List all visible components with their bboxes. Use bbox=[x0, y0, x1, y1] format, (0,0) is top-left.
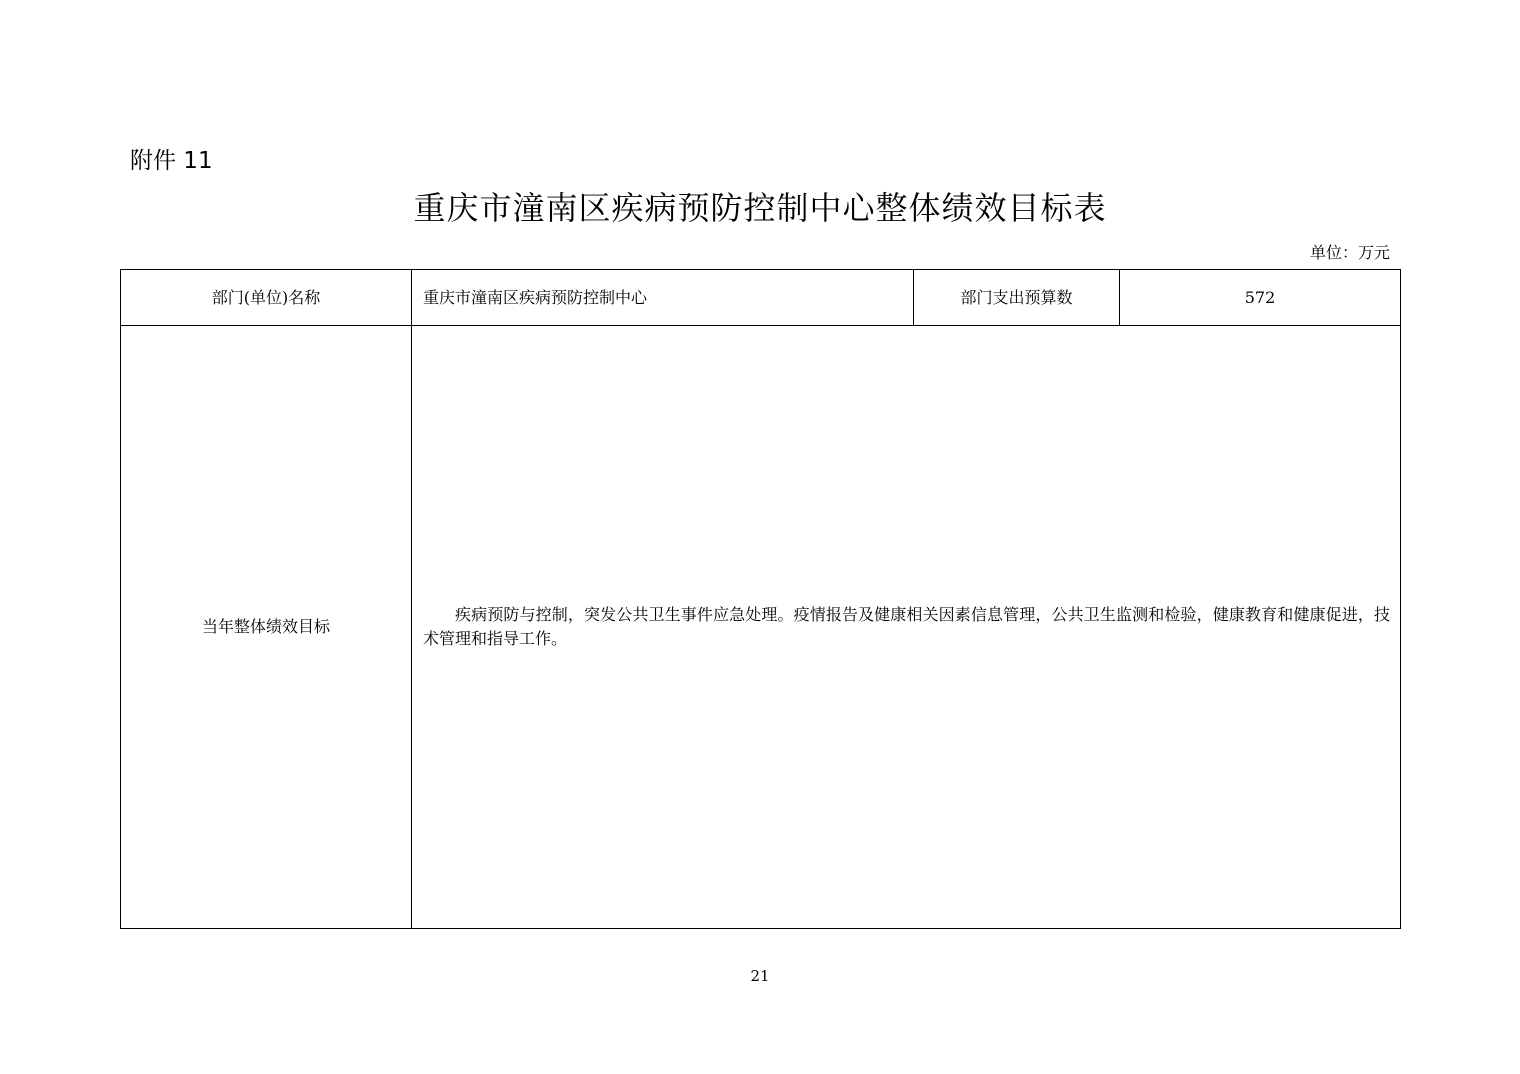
table-row-goal bbox=[121, 326, 1401, 929]
attachment-label: 附件 11 bbox=[130, 148, 213, 174]
dept-name-value: 重庆市潼南区疾病预防控制中心 bbox=[412, 270, 914, 326]
unit-note: 单位：万元 bbox=[1309, 243, 1390, 262]
document-title: 重庆市潼南区疾病预防控制中心整体绩效目标表 bbox=[413, 189, 1107, 227]
goal-text: 疾病预防与控制，突发公共卫生事件应急处理。疫情报告及健康相关因素信息管理，公共卫生监测和检验，健康教育和健康促进，技术管理和指导工作。 bbox=[412, 326, 1401, 929]
goal-label: 当年整体绩效目标 bbox=[121, 326, 412, 929]
table-row-department bbox=[121, 270, 1401, 326]
dept-name-label: 部门(单位)名称 bbox=[121, 270, 412, 326]
budget-value: 572 bbox=[1120, 270, 1401, 326]
budget-label: 部门支出预算数 bbox=[914, 270, 1120, 326]
performance-target-table bbox=[120, 269, 1401, 929]
page-number: 21 bbox=[750, 967, 770, 985]
